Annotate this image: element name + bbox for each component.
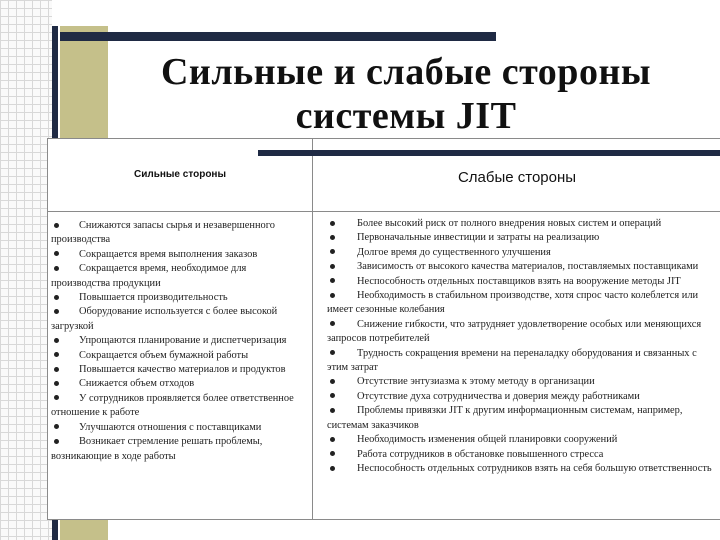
bullet-icon	[330, 437, 335, 442]
strength-item-text: Снижаются запасы сырья и незавершенного производства	[51, 220, 275, 246]
weakness-item	[327, 375, 719, 389]
strengths-header: Сильные стороны	[133, 169, 227, 180]
bullet-icon	[330, 408, 335, 413]
weakness-item	[327, 289, 719, 318]
bullet-icon	[330, 293, 335, 298]
strength-item	[51, 435, 297, 464]
strength-item-text: Повышается качество материалов и продуктов	[79, 364, 286, 376]
column-divider	[312, 139, 313, 519]
weakness-item-text: Проблемы привязки JIT к другим информационным системам, например, системам заказчиков	[327, 405, 683, 431]
bullet-icon	[54, 352, 59, 357]
weakness-item-text: Снижение гибкости, что затрудняет удовлетворение особых или меняющихся запросов потребителей	[327, 318, 702, 345]
bullet-icon	[330, 466, 335, 471]
strength-item-text: Сокращается время выполнения заказов	[79, 248, 258, 260]
strength-item-text: Сокращается объем бумажной работы	[79, 349, 249, 361]
strengths-list	[51, 219, 297, 517]
weakness-item	[327, 231, 719, 245]
strength-item-text: Упрощаются планирование и диспетчеризация	[79, 335, 287, 347]
decorative-grid-block	[0, 0, 52, 540]
strength-item-text: Улучшаются отношения с поставщиками	[79, 421, 262, 433]
strength-item-text: Сокращается время, необходимое для производства продукции	[51, 263, 247, 289]
weakness-item	[327, 462, 719, 476]
bullet-icon	[54, 395, 59, 400]
strength-item	[51, 349, 297, 363]
bullet-icon	[330, 393, 335, 398]
strength-item-text: Снижается объем отходов	[79, 378, 195, 390]
bullet-icon	[330, 321, 335, 326]
weakness-item-text: Долгое время до существенного улучшения	[357, 246, 551, 258]
weakness-item-text: Первоначальные инвестиции и затраты на реализацию	[357, 232, 600, 244]
strength-item-text: Повышается производительность	[79, 292, 228, 304]
bullet-icon	[330, 249, 335, 254]
weakness-item-text: Неспособность отдельных сотрудников взять на себя большую ответственность	[357, 462, 712, 474]
bullet-icon	[54, 266, 59, 271]
bullet-icon	[54, 367, 59, 372]
title-line-2: системы JIT	[295, 95, 517, 137]
strength-item	[51, 219, 297, 248]
weaknesses-list	[327, 217, 719, 517]
strength-item-text: У сотрудников проявляется более ответственное отношение к работе	[51, 392, 294, 419]
weakness-item-text: Необходимость изменения общей планировки сооружений	[357, 434, 618, 446]
weakness-item	[327, 448, 719, 462]
weakness-item-text: Работа сотрудников в обстановке повышенного стресса	[357, 448, 604, 460]
strength-item	[51, 363, 297, 377]
weakness-item-text: Отсутствие энтузиазма к этому методу в организации	[357, 376, 595, 388]
header-divider	[48, 211, 720, 212]
bullet-icon	[330, 264, 335, 269]
weakness-item-text: Неспособность отдельных поставщиков взять на вооружение методы JIT	[357, 275, 681, 287]
weakness-item	[327, 390, 719, 404]
bullet-icon	[54, 223, 59, 228]
strength-item-text: Оборудование используется с более высокой загрузкой	[51, 306, 278, 332]
bullet-icon	[330, 235, 335, 240]
bullet-icon	[330, 350, 335, 355]
strength-item	[51, 334, 297, 348]
weakness-item-text: Зависимость от высокого качества материалов, поставляемых поставщиками	[357, 261, 699, 273]
bullet-icon	[330, 278, 335, 283]
weakness-item	[327, 217, 719, 231]
weakness-item	[327, 318, 719, 347]
bullet-icon	[330, 221, 335, 226]
weakness-item-text: Необходимость в стабильном производстве, хотя спрос часто колеблется или имеет сезонные колебания	[327, 290, 699, 316]
weakness-item	[327, 260, 719, 274]
bullet-icon	[54, 309, 59, 314]
bullet-icon	[54, 251, 59, 256]
weakness-item	[327, 347, 719, 376]
bullet-icon	[54, 338, 59, 343]
comparison-table	[47, 138, 720, 520]
weakness-item-text: Отсутствие духа сотрудничества и доверия между работниками	[357, 390, 640, 402]
strength-item	[51, 262, 297, 291]
weakness-item	[327, 433, 719, 447]
weakness-item	[327, 246, 719, 260]
bullet-icon	[54, 295, 59, 300]
strength-item-text: Возникает стремление решать проблемы, возникающие в ходе работы	[51, 436, 263, 462]
strength-item	[51, 305, 297, 334]
slide-title	[116, 50, 696, 138]
weakness-item-text: Трудность сокращения времени на переналадку оборудования и связанных с этим затрат	[327, 347, 697, 374]
bullet-icon	[54, 439, 59, 444]
title-line-1: Сильные и слабые стороны	[160, 51, 652, 93]
bullet-icon	[330, 451, 335, 456]
strength-item	[51, 377, 297, 391]
decorative-mid-rule	[258, 150, 720, 156]
strength-item	[51, 291, 297, 305]
strength-item	[51, 392, 297, 421]
weakness-item	[327, 275, 719, 289]
bullet-icon	[54, 424, 59, 429]
weakness-item	[327, 404, 719, 433]
bullet-icon	[54, 381, 59, 386]
weakness-item-text: Более высокий риск от полного внедрения новых систем и операций	[357, 218, 662, 229]
decorative-top-rule	[60, 32, 496, 41]
bullet-icon	[330, 379, 335, 384]
strength-item	[51, 421, 297, 435]
weaknesses-header: Слабые стороны	[457, 169, 577, 186]
strength-item	[51, 248, 297, 262]
